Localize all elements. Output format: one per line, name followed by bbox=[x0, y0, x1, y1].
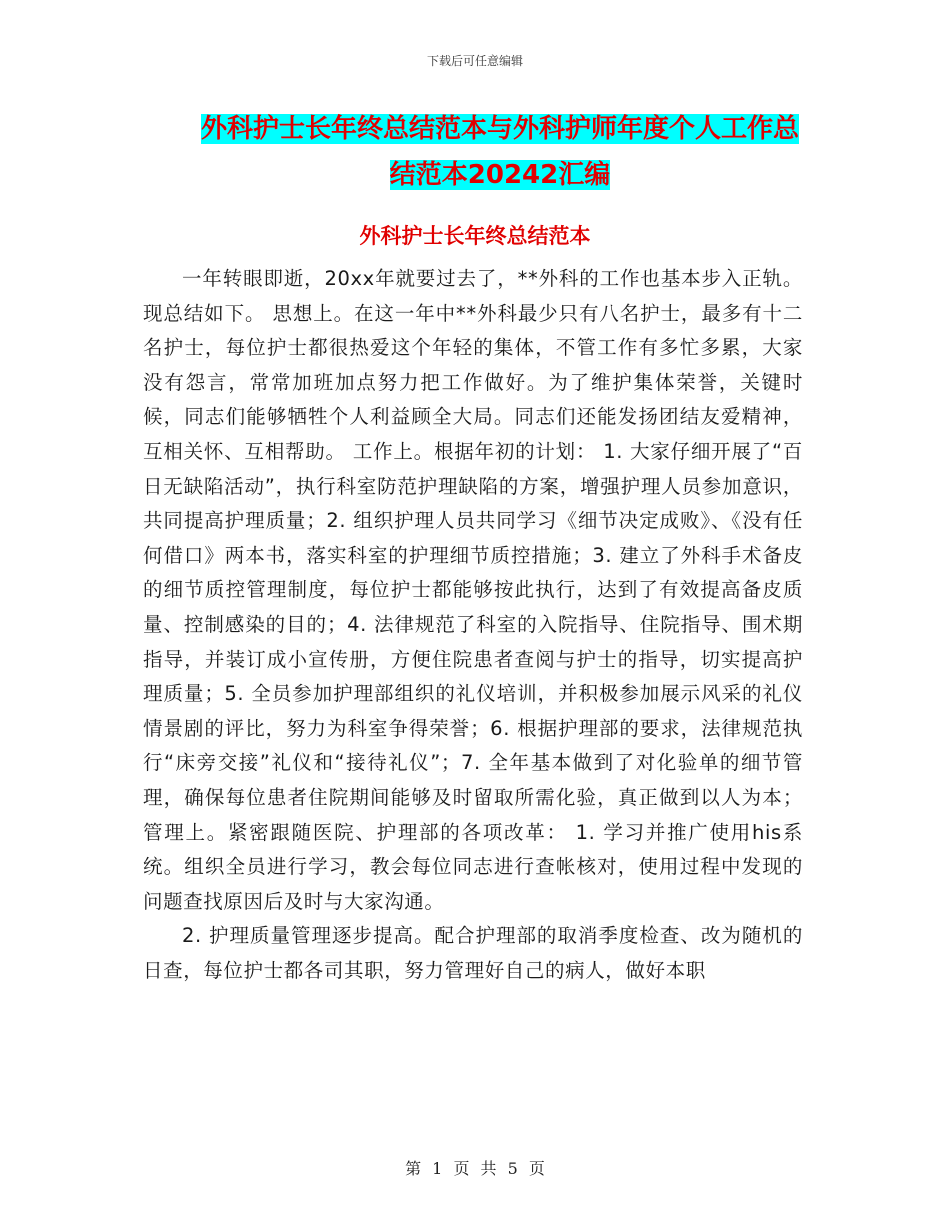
body-text bbox=[143, 262, 803, 988]
document-title-line-2: 结范本20242汇编 bbox=[389, 160, 611, 190]
page-number-footer: 第 1 页 共 5 页 bbox=[405, 1159, 545, 1178]
document-title bbox=[180, 106, 820, 198]
page-header-note: 下载后可任意编辑 bbox=[426, 54, 523, 68]
body-paragraph-2: 2. 护理质量管理逐步提高。配合护理部的取消季度检查、改为随机的日查，每位护士都各司其职，努力管理好自己的病人，做好本职 bbox=[143, 924, 803, 982]
body-paragraph-1: 一年转眼即逝，20xx年就要过去了，**外科的工作也基本步入正轨。现总结如下。 思想上。在这一年中**外科最少只有八名护士，最多有十二名护士，每位护士都很热爱这个年轻的集体，不管工作有多忙多累，大家没有怨言，常常加班加点努力把工作做好。为了维护集体荣誉，关键时候，同志们能够牺牲个人利益顾全大局。同志们还能发扬团结友爱精神，互相关怀、互相帮助。 工作上。根据年初的计划： 1. 大家仔细开展了“百日无缺陷活动”，执行科室防范护理缺陷的方案，增强护理人员参加意识，共同提高护理质量；2. 组织护理人员共同学习《细节决定成败》、《没有任何借口》两本书，落实科室的护理细节质控措施；3. 建立了外科手术备皮的细节质控管理制度，每位护士都能够按此执行，达到了有效提高备皮质量、控制感染的目的；4. 法律规范了科室的入院指导、住院指导、围术期指导，并装订成小宣传册，方便住院患者查阅与护士的指导，切实提高护理质量；5. 全员参加护理部组织的礼仪培训，并积极参加展示风采的礼仪情景剧的评比，努力为科室争得荣誉；6. 根据护理部的要求，法律规范执行“床旁交接”礼仪和“接待礼仪”；7. 全年基本做到了对化验单的细节管理，确保每位患者住院期间能够及时留取所需化验，真正做到以人为本；管理上。紧密跟随医院、护理部的各项改革： 1. 学习并推广使用his系统。组织全员进行学习，教会每位同志进行查帐核对，使用过程中发现的问题查找原因后及时与大家沟通。 bbox=[143, 267, 803, 913]
section-heading: 外科护士长年终总结范本 bbox=[359, 224, 591, 248]
document-title-line-1: 外科护士长年终总结范本与外科护师年度个人工作总 bbox=[200, 114, 799, 144]
